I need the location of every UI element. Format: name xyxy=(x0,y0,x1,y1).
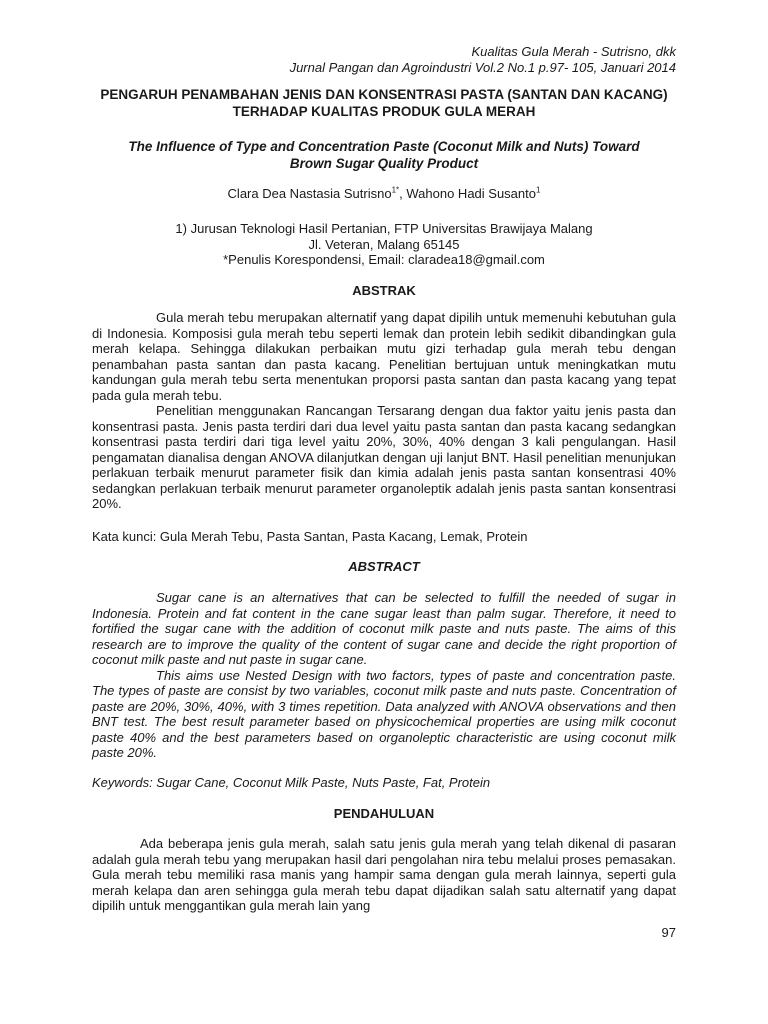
abstrak-heading: ABSTRAK xyxy=(352,283,416,298)
abstract-paragraph-1: Sugar cane is an alternatives that can be selected to fulfill the needed of sugar in Indonesia. Protein and fat content in the cane sugar least than palm sugar. Therefore, it need to fortified the sugar cane with the addition of coconut milk paste and nuts paste. The aims of this research are to improve the quality of the content of sugar cane and decide the right proportion of coconut milk paste and nut paste in sugar cane. xyxy=(92,590,676,667)
author-1: Clara Dea Nastasia Sutrisno xyxy=(227,186,392,201)
affiliation-institution: 1) Jurusan Teknologi Hasil Pertanian, FTP Universitas Brawijaya Malang xyxy=(175,221,593,236)
running-header xyxy=(92,44,676,75)
kata-kunci: Kata kunci: Gula Merah Tebu, Pasta Santan, Pasta Kacang, Lemak, Protein xyxy=(92,529,528,544)
header-journal-line: Jurnal Pangan dan Agroindustri Vol.2 No.1 p.97- 105, Januari 2014 xyxy=(289,59,676,75)
author-2-superscript: 1 xyxy=(535,185,541,195)
corresponding-author-email: *Penulis Korespondensi, Email: claradea18@gmail.com xyxy=(223,252,545,267)
page-number: 97 xyxy=(661,925,676,940)
abstrak-paragraph-1: Gula merah tebu merupakan alternatif yang dapat dipilih untuk memenuhi kebutuhan gula di Indonesia. Komposisi gula merah tebu seperti lemak dan protein lebih sedikit dibandingkan gula merah kelapa. Sehingga dilakukan perbaikan mutu gizi terhadap gula merah tebu dengan penambahan pasta santan dan pasta kacang. Penelitian bertujuan untuk meningkatkan mutu kandungan gula merah tebu serta menentukan proporsi pasta santan dan pasta kacang yang tepat pada gula merah tebu. xyxy=(92,310,676,403)
author-1-superscript: 1* xyxy=(391,185,400,195)
abstract-heading: ABSTRACT xyxy=(348,559,420,574)
affiliation xyxy=(92,221,676,268)
keywords-english: Keywords: Sugar Cane, Coconut Milk Paste, Nuts Paste, Fat, Protein xyxy=(92,775,491,790)
abstrak-body xyxy=(92,310,676,512)
affiliation-address: Jl. Veteran, Malang 65145 xyxy=(308,236,460,252)
abstract-paragraph-2: This aims use Nested Design with two factors, types of paste and concentration paste. The types of paste are consist by two variables, coconut milk paste and nuts paste. Concentration of paste are 20%, 30%, 40%, with 3 times repetition. Data analyzed with ANOVA observations and then BNT test. The best result parameter based on physicochemical properties are using milk coconut paste 40% and the best parameters based on organoleptic characteristic are using coconut milk paste 20%. xyxy=(92,667,676,760)
pendahuluan-heading: PENDAHULUAN xyxy=(333,806,435,821)
header-author-line: Kualitas Gula Merah - Sutrisno, dkk xyxy=(471,44,676,59)
author-line xyxy=(92,186,676,202)
abstract-body xyxy=(92,590,676,761)
author-2: Wahono Hadi Susanto xyxy=(406,186,536,201)
author-separator: , xyxy=(399,186,407,201)
pendahuluan-body xyxy=(92,836,676,914)
pendahuluan-paragraph-1: Ada beberapa jenis gula merah, salah satu jenis gula merah yang telah dikenal di pasaran adalah gula merah tebu yang merupakan hasil dari pengolahan nira tebu melalui proses pemasakan. Gula merah tebu memiliki rasa manis yang hampir sama dengan gula merah lainnya, seperti gula merah kelapa dan aren sehingga gula merah tebu dapat dijadikan salah satu alternatif yang dapat dipilih untuk menggantikan gula merah lain yang xyxy=(92,836,676,913)
paper-title-indonesian: PENGARUH PENAMBAHAN JENIS DAN KONSENTRASI PASTA (SANTAN DAN KACANG) TERHADAP KUALITAS PRODUK GULA MERAH xyxy=(100,87,668,119)
paper-title-english: The Influence of Type and Concentration Paste (Coconut Milk and Nuts) Toward Brown Sugar Quality Product xyxy=(128,139,640,171)
abstrak-paragraph-2: Penelitian menggunakan Rancangan Tersarang dengan dua faktor yaitu jenis pasta dan konsentrasi pasta. Jenis pasta terdiri dari dua level yaitu pasta santan dan pasta kacang sedangkan konsentrasi pasta terdiri dari tiga level yaitu 20%, 30%, 40% dengan 3 kali pengulangan. Hasil pengamatan dianalisa dengan ANOVA dilanjutkan dengan uji lanjut BNT. Hasil penelitian menunjukan perlakuan terbaik menurut parameter fisik dan kimia adalah jenis pasta santan konsentrasi 40% sedangkan perlakuan terbaik menurut parameter organoleptik adalah jenis pasta santan konsentrasi 20%. xyxy=(92,403,676,511)
